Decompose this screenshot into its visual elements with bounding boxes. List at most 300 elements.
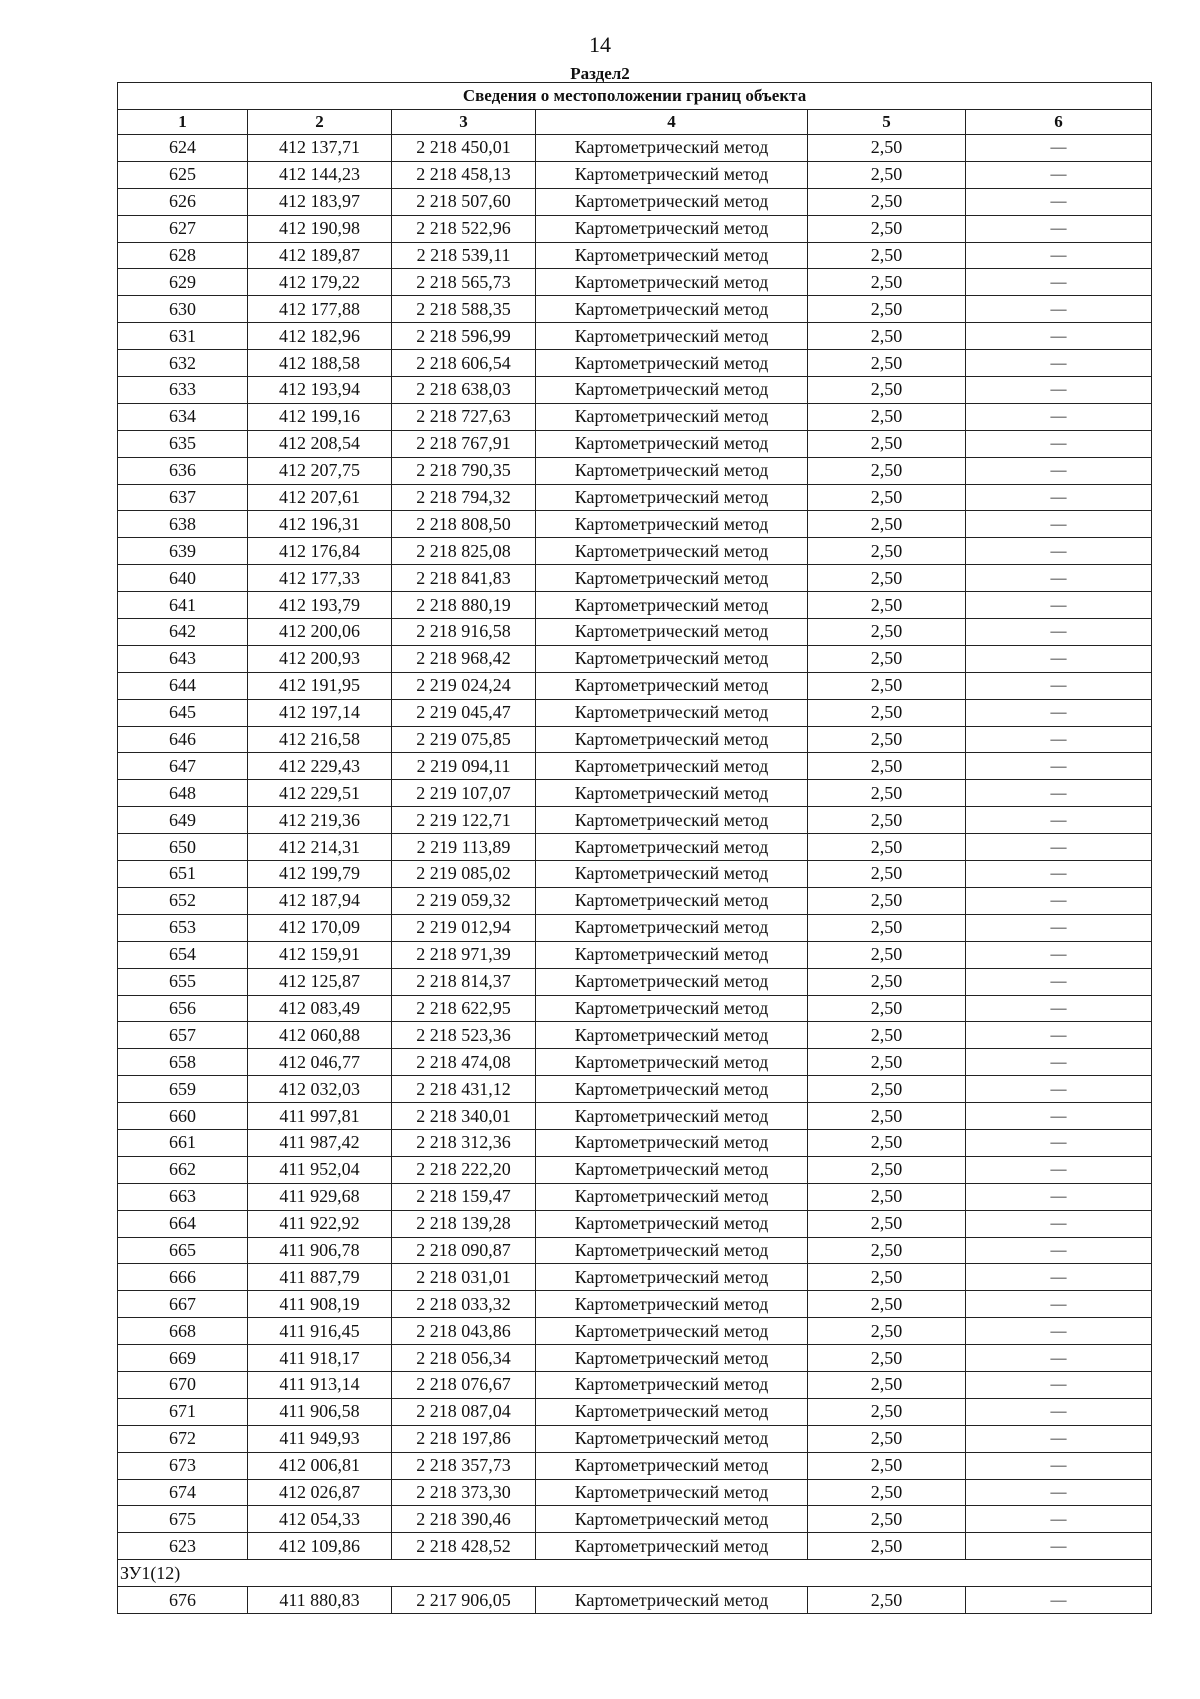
accuracy-cell: 2,50 (808, 861, 966, 888)
column-header-row (118, 110, 1152, 135)
table-row (118, 511, 1152, 538)
table-row (118, 968, 1152, 995)
x-coordinate-cell: 412 125,87 (248, 968, 392, 995)
point-number-cell: 626 (118, 188, 248, 215)
accuracy-cell: 2,50 (808, 1264, 966, 1291)
accuracy-cell: 2,50 (808, 807, 966, 834)
table-row (118, 1318, 1152, 1345)
accuracy-cell: 2,50 (808, 350, 966, 377)
y-coordinate-cell: 2 219 085,02 (392, 861, 536, 888)
description-cell: — (966, 1129, 1152, 1156)
method-cell: Картометрический метод (536, 968, 808, 995)
y-coordinate-cell: 2 218 450,01 (392, 135, 536, 162)
point-number-cell: 654 (118, 941, 248, 968)
description-cell: — (966, 1506, 1152, 1533)
point-number-cell: 645 (118, 699, 248, 726)
x-coordinate-cell: 412 219,36 (248, 807, 392, 834)
x-coordinate-cell: 412 191,95 (248, 672, 392, 699)
accuracy-cell: 2,50 (808, 834, 966, 861)
table-row (118, 1076, 1152, 1103)
x-coordinate-cell: 412 207,75 (248, 457, 392, 484)
table-row (118, 1156, 1152, 1183)
accuracy-cell: 2,50 (808, 1129, 966, 1156)
method-cell: Картометрический метод (536, 350, 808, 377)
point-number-cell: 623 (118, 1533, 248, 1560)
table-row (118, 1183, 1152, 1210)
x-coordinate-cell: 412 182,96 (248, 323, 392, 350)
table-row (118, 1371, 1152, 1398)
point-number-cell: 665 (118, 1237, 248, 1264)
method-cell: Картометрический метод (536, 377, 808, 404)
page-number: 14 (589, 32, 611, 57)
method-cell: Картометрический метод (536, 699, 808, 726)
point-number-cell: 638 (118, 511, 248, 538)
description-cell: — (966, 1587, 1152, 1614)
y-coordinate-cell: 2 218 340,01 (392, 1103, 536, 1130)
accuracy-cell: 2,50 (808, 215, 966, 242)
table-row (118, 403, 1152, 430)
method-cell: Картометрический метод (536, 1076, 808, 1103)
method-cell: Картометрический метод (536, 538, 808, 565)
table-row (118, 1506, 1152, 1533)
y-coordinate-cell: 2 219 107,07 (392, 780, 536, 807)
method-cell: Картометрический метод (536, 1183, 808, 1210)
description-cell: — (966, 645, 1152, 672)
table-row (118, 726, 1152, 753)
accuracy-cell: 2,50 (808, 1345, 966, 1372)
table-row (118, 1587, 1152, 1614)
description-cell: — (966, 161, 1152, 188)
x-coordinate-cell: 412 046,77 (248, 1049, 392, 1076)
description-cell: — (966, 780, 1152, 807)
description-cell: — (966, 1103, 1152, 1130)
y-coordinate-cell: 2 217 906,05 (392, 1587, 536, 1614)
x-coordinate-cell: 411 922,92 (248, 1210, 392, 1237)
method-cell: Картометрический метод (536, 484, 808, 511)
method-cell: Картометрический метод (536, 780, 808, 807)
accuracy-cell: 2,50 (808, 1076, 966, 1103)
accuracy-cell: 2,50 (808, 1022, 966, 1049)
method-cell: Картометрический метод (536, 1318, 808, 1345)
point-number-cell: 635 (118, 430, 248, 457)
method-cell: Картометрический метод (536, 1452, 808, 1479)
x-coordinate-cell: 412 006,81 (248, 1452, 392, 1479)
y-coordinate-cell: 2 219 113,89 (392, 834, 536, 861)
table-row (118, 377, 1152, 404)
accuracy-cell: 2,50 (808, 403, 966, 430)
description-cell: — (966, 430, 1152, 457)
method-cell: Картометрический метод (536, 1425, 808, 1452)
y-coordinate-cell: 2 218 031,01 (392, 1264, 536, 1291)
x-coordinate-cell: 412 199,79 (248, 861, 392, 888)
point-number-cell: 658 (118, 1049, 248, 1076)
accuracy-cell: 2,50 (808, 457, 966, 484)
table-row (118, 619, 1152, 646)
x-coordinate-cell: 412 176,84 (248, 538, 392, 565)
table-row (118, 914, 1152, 941)
accuracy-cell: 2,50 (808, 1183, 966, 1210)
method-cell: Картометрический метод (536, 403, 808, 430)
y-coordinate-cell: 2 218 197,86 (392, 1425, 536, 1452)
x-coordinate-cell: 412 159,91 (248, 941, 392, 968)
x-coordinate-cell: 411 887,79 (248, 1264, 392, 1291)
y-coordinate-cell: 2 218 606,54 (392, 350, 536, 377)
point-number-cell: 652 (118, 887, 248, 914)
method-cell: Картометрический метод (536, 1479, 808, 1506)
point-number-cell: 628 (118, 242, 248, 269)
x-coordinate-cell: 412 193,79 (248, 592, 392, 619)
x-coordinate-cell: 412 060,88 (248, 1022, 392, 1049)
column-header-5: 5 (808, 110, 966, 135)
accuracy-cell: 2,50 (808, 619, 966, 646)
x-coordinate-cell: 411 997,81 (248, 1103, 392, 1130)
x-coordinate-cell: 412 197,14 (248, 699, 392, 726)
y-coordinate-cell: 2 218 043,86 (392, 1318, 536, 1345)
accuracy-cell: 2,50 (808, 1103, 966, 1130)
point-number-cell: 624 (118, 135, 248, 162)
accuracy-cell: 2,50 (808, 1398, 966, 1425)
point-number-cell: 630 (118, 296, 248, 323)
description-cell: — (966, 1049, 1152, 1076)
method-cell: Картометрический метод (536, 941, 808, 968)
method-cell: Картометрический метод (536, 619, 808, 646)
table-row (118, 1452, 1152, 1479)
method-cell: Картометрический метод (536, 242, 808, 269)
method-cell: Картометрический метод (536, 1506, 808, 1533)
description-cell: — (966, 269, 1152, 296)
x-coordinate-cell: 412 216,58 (248, 726, 392, 753)
accuracy-cell: 2,50 (808, 726, 966, 753)
table-row (118, 699, 1152, 726)
method-cell: Картометрический метод (536, 161, 808, 188)
table-row (118, 350, 1152, 377)
column-header-3: 3 (392, 110, 536, 135)
description-cell: — (966, 296, 1152, 323)
group-label-row (118, 1560, 1152, 1587)
x-coordinate-cell: 412 144,23 (248, 161, 392, 188)
description-cell: — (966, 457, 1152, 484)
y-coordinate-cell: 2 219 075,85 (392, 726, 536, 753)
accuracy-cell: 2,50 (808, 753, 966, 780)
description-cell: — (966, 1237, 1152, 1264)
x-coordinate-cell: 411 880,83 (248, 1587, 392, 1614)
point-number-cell: 655 (118, 968, 248, 995)
x-coordinate-cell: 412 187,94 (248, 887, 392, 914)
point-number-cell: 669 (118, 1345, 248, 1372)
point-number-cell: 632 (118, 350, 248, 377)
accuracy-cell: 2,50 (808, 995, 966, 1022)
table-row (118, 296, 1152, 323)
description-cell: — (966, 215, 1152, 242)
table-body (118, 135, 1152, 1614)
point-number-cell: 656 (118, 995, 248, 1022)
accuracy-cell: 2,50 (808, 1452, 966, 1479)
description-cell: — (966, 538, 1152, 565)
point-number-cell: 675 (118, 1506, 248, 1533)
description-cell: — (966, 726, 1152, 753)
table-row (118, 538, 1152, 565)
point-number-cell: 636 (118, 457, 248, 484)
table-row (118, 457, 1152, 484)
point-number-cell: 661 (118, 1129, 248, 1156)
description-cell: — (966, 377, 1152, 404)
y-coordinate-cell: 2 218 522,96 (392, 215, 536, 242)
description-cell: — (966, 699, 1152, 726)
description-cell: — (966, 672, 1152, 699)
x-coordinate-cell: 412 196,31 (248, 511, 392, 538)
y-coordinate-cell: 2 218 916,58 (392, 619, 536, 646)
table-row (118, 887, 1152, 914)
table-row (118, 188, 1152, 215)
point-number-cell: 633 (118, 377, 248, 404)
point-number-cell: 637 (118, 484, 248, 511)
accuracy-cell: 2,50 (808, 377, 966, 404)
x-coordinate-cell: 412 109,86 (248, 1533, 392, 1560)
table-row (118, 1345, 1152, 1372)
accuracy-cell: 2,50 (808, 565, 966, 592)
table-row (118, 861, 1152, 888)
y-coordinate-cell: 2 218 090,87 (392, 1237, 536, 1264)
table-row (118, 941, 1152, 968)
x-coordinate-cell: 412 199,16 (248, 403, 392, 430)
x-coordinate-cell: 411 908,19 (248, 1291, 392, 1318)
description-cell: — (966, 1156, 1152, 1183)
table-row (118, 780, 1152, 807)
table-row (118, 645, 1152, 672)
point-number-cell: 664 (118, 1210, 248, 1237)
y-coordinate-cell: 2 218 076,67 (392, 1371, 536, 1398)
method-cell: Картометрический метод (536, 1371, 808, 1398)
x-coordinate-cell: 412 190,98 (248, 215, 392, 242)
method-cell: Картометрический метод (536, 887, 808, 914)
point-number-cell: 667 (118, 1291, 248, 1318)
y-coordinate-cell: 2 218 357,73 (392, 1452, 536, 1479)
method-cell: Картометрический метод (536, 296, 808, 323)
point-number-cell: 653 (118, 914, 248, 941)
table-row (118, 430, 1152, 457)
accuracy-cell: 2,50 (808, 592, 966, 619)
point-number-cell: 651 (118, 861, 248, 888)
x-coordinate-cell: 411 916,45 (248, 1318, 392, 1345)
point-number-cell: 670 (118, 1371, 248, 1398)
method-cell: Картометрический метод (536, 1129, 808, 1156)
x-coordinate-cell: 412 170,09 (248, 914, 392, 941)
description-cell: — (966, 968, 1152, 995)
table-row (118, 565, 1152, 592)
point-number-cell: 657 (118, 1022, 248, 1049)
y-coordinate-cell: 2 218 565,73 (392, 269, 536, 296)
description-cell: — (966, 592, 1152, 619)
y-coordinate-cell: 2 219 024,24 (392, 672, 536, 699)
x-coordinate-cell: 411 906,58 (248, 1398, 392, 1425)
point-number-cell: 629 (118, 269, 248, 296)
table-row (118, 269, 1152, 296)
x-coordinate-cell: 412 189,87 (248, 242, 392, 269)
table-row (118, 995, 1152, 1022)
table-row (118, 1264, 1152, 1291)
accuracy-cell: 2,50 (808, 1587, 966, 1614)
point-number-cell: 650 (118, 834, 248, 861)
method-cell: Картометрический метод (536, 511, 808, 538)
table-row (118, 807, 1152, 834)
group-label: ЗУ1(12) (118, 1560, 1152, 1587)
accuracy-cell: 2,50 (808, 242, 966, 269)
y-coordinate-cell: 2 218 222,20 (392, 1156, 536, 1183)
description-cell: — (966, 1452, 1152, 1479)
description-cell: — (966, 511, 1152, 538)
table-row (118, 1237, 1152, 1264)
accuracy-cell: 2,50 (808, 1318, 966, 1345)
table-row (118, 1103, 1152, 1130)
y-coordinate-cell: 2 218 539,11 (392, 242, 536, 269)
description-cell: — (966, 565, 1152, 592)
description-cell: — (966, 941, 1152, 968)
accuracy-cell: 2,50 (808, 645, 966, 672)
accuracy-cell: 2,50 (808, 1237, 966, 1264)
y-coordinate-cell: 2 218 087,04 (392, 1398, 536, 1425)
point-number-cell: 639 (118, 538, 248, 565)
method-cell: Картометрический метод (536, 457, 808, 484)
method-cell: Картометрический метод (536, 269, 808, 296)
accuracy-cell: 2,50 (808, 188, 966, 215)
x-coordinate-cell: 411 918,17 (248, 1345, 392, 1372)
x-coordinate-cell: 412 137,71 (248, 135, 392, 162)
method-cell: Картометрический метод (536, 1587, 808, 1614)
point-number-cell: 649 (118, 807, 248, 834)
description-cell: — (966, 1291, 1152, 1318)
point-number-cell: 671 (118, 1398, 248, 1425)
table-row (118, 161, 1152, 188)
table-row (118, 592, 1152, 619)
y-coordinate-cell: 2 218 159,47 (392, 1183, 536, 1210)
column-header-6: 6 (966, 110, 1152, 135)
method-cell: Картометрический метод (536, 1103, 808, 1130)
y-coordinate-cell: 2 218 825,08 (392, 538, 536, 565)
table-row (118, 323, 1152, 350)
x-coordinate-cell: 412 179,22 (248, 269, 392, 296)
point-number-cell: 647 (118, 753, 248, 780)
x-coordinate-cell: 411 952,04 (248, 1156, 392, 1183)
table-row (118, 484, 1152, 511)
table-row (118, 1425, 1152, 1452)
y-coordinate-cell: 2 218 390,46 (392, 1506, 536, 1533)
table-caption: Сведения о местоположении границ объекта (118, 83, 1152, 110)
method-cell: Картометрический метод (536, 1237, 808, 1264)
x-coordinate-cell: 412 200,93 (248, 645, 392, 672)
description-cell: — (966, 753, 1152, 780)
y-coordinate-cell: 2 219 059,32 (392, 887, 536, 914)
description-cell: — (966, 242, 1152, 269)
method-cell: Картометрический метод (536, 430, 808, 457)
accuracy-cell: 2,50 (808, 699, 966, 726)
table-row (118, 672, 1152, 699)
description-cell: — (966, 1533, 1152, 1560)
y-coordinate-cell: 2 218 458,13 (392, 161, 536, 188)
accuracy-cell: 2,50 (808, 1371, 966, 1398)
accuracy-cell: 2,50 (808, 430, 966, 457)
accuracy-cell: 2,50 (808, 1533, 966, 1560)
accuracy-cell: 2,50 (808, 1479, 966, 1506)
method-cell: Картометрический метод (536, 135, 808, 162)
table-row (118, 1210, 1152, 1237)
description-cell: — (966, 188, 1152, 215)
point-number-cell: 627 (118, 215, 248, 242)
point-number-cell: 668 (118, 1318, 248, 1345)
point-number-cell: 644 (118, 672, 248, 699)
accuracy-cell: 2,50 (808, 135, 966, 162)
method-cell: Картометрический метод (536, 726, 808, 753)
accuracy-cell: 2,50 (808, 323, 966, 350)
description-cell: — (966, 1425, 1152, 1452)
point-number-cell: 663 (118, 1183, 248, 1210)
table-row (118, 135, 1152, 162)
x-coordinate-cell: 412 026,87 (248, 1479, 392, 1506)
x-coordinate-cell: 412 188,58 (248, 350, 392, 377)
accuracy-cell: 2,50 (808, 1506, 966, 1533)
table-row (118, 215, 1152, 242)
column-header-1: 1 (118, 110, 248, 135)
y-coordinate-cell: 2 218 139,28 (392, 1210, 536, 1237)
table-row (118, 242, 1152, 269)
method-cell: Картометрический метод (536, 861, 808, 888)
accuracy-cell: 2,50 (808, 672, 966, 699)
table-row (118, 1291, 1152, 1318)
x-coordinate-cell: 412 229,51 (248, 780, 392, 807)
method-cell: Картометрический метод (536, 323, 808, 350)
point-number-cell: 659 (118, 1076, 248, 1103)
y-coordinate-cell: 2 218 588,35 (392, 296, 536, 323)
accuracy-cell: 2,50 (808, 1210, 966, 1237)
accuracy-cell: 2,50 (808, 161, 966, 188)
y-coordinate-cell: 2 218 056,34 (392, 1345, 536, 1372)
point-number-cell: 662 (118, 1156, 248, 1183)
x-coordinate-cell: 411 929,68 (248, 1183, 392, 1210)
description-cell: — (966, 323, 1152, 350)
y-coordinate-cell: 2 218 507,60 (392, 188, 536, 215)
point-number-cell: 631 (118, 323, 248, 350)
point-number-cell: 648 (118, 780, 248, 807)
description-cell: — (966, 484, 1152, 511)
table-row (118, 1533, 1152, 1560)
table-row (118, 1129, 1152, 1156)
description-cell: — (966, 914, 1152, 941)
point-number-cell: 674 (118, 1479, 248, 1506)
method-cell: Картометрический метод (536, 1022, 808, 1049)
x-coordinate-cell: 412 183,97 (248, 188, 392, 215)
boundary-coordinates-table (117, 82, 1152, 1614)
description-cell: — (966, 807, 1152, 834)
y-coordinate-cell: 2 218 596,99 (392, 323, 536, 350)
accuracy-cell: 2,50 (808, 914, 966, 941)
table-row (118, 753, 1152, 780)
section-title: Раздел2 (570, 64, 630, 83)
column-header-4: 4 (536, 110, 808, 135)
description-cell: — (966, 1076, 1152, 1103)
y-coordinate-cell: 2 218 767,91 (392, 430, 536, 457)
method-cell: Картометрический метод (536, 215, 808, 242)
description-cell: — (966, 834, 1152, 861)
method-cell: Картометрический метод (536, 807, 808, 834)
point-number-cell: 641 (118, 592, 248, 619)
table-row (118, 1479, 1152, 1506)
description-cell: — (966, 1345, 1152, 1372)
y-coordinate-cell: 2 218 312,36 (392, 1129, 536, 1156)
x-coordinate-cell: 412 177,88 (248, 296, 392, 323)
description-cell: — (966, 1318, 1152, 1345)
description-cell: — (966, 995, 1152, 1022)
table-row (118, 834, 1152, 861)
y-coordinate-cell: 2 218 523,36 (392, 1022, 536, 1049)
